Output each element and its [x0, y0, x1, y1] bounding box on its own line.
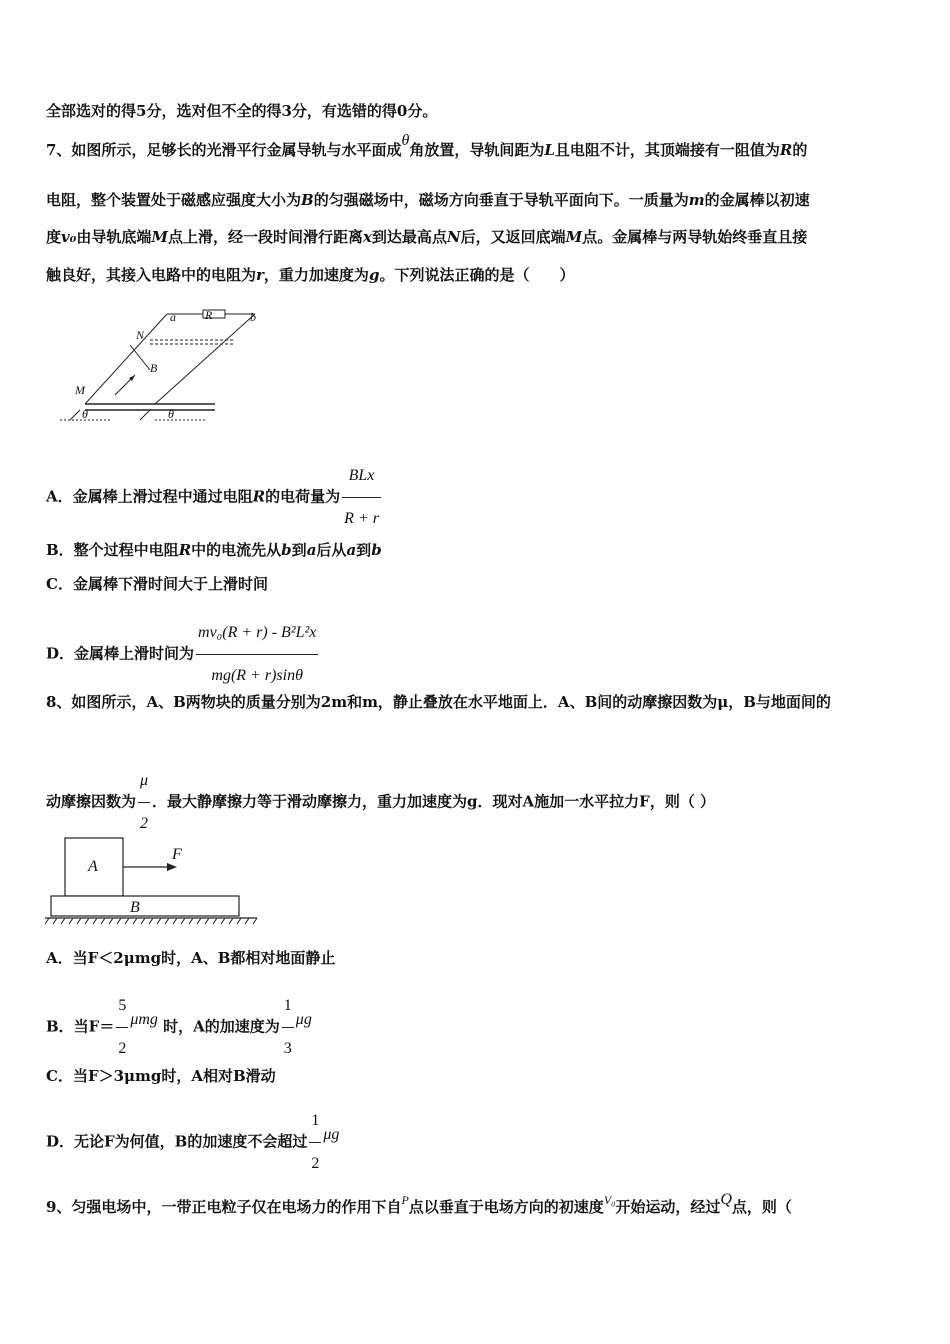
- q7-v0: v₀: [61, 228, 77, 246]
- q7-option-b: [46, 540, 382, 560]
- q7-l2c: 的金属棒以初速: [704, 191, 810, 209]
- q8-b-text2: 时，A的加速度为: [163, 1017, 280, 1036]
- q7-b-to1: 到: [291, 541, 307, 559]
- q8-b-f2-num: 1: [283, 997, 292, 1014]
- q9-l1d: 点，则（: [731, 1198, 792, 1216]
- q8-d-f-den: 2: [309, 1142, 321, 1185]
- q8-b-f2-tail: μg: [295, 1010, 312, 1028]
- q9-l1a: 9、匀强电场中，一带正电粒子仅在电场力的作用下自: [46, 1198, 402, 1216]
- q8-d-text: D．无论F为何值，B的加速度不会超过: [46, 1132, 308, 1151]
- intro-line: 全部选对的得5分，选对但不全的得3分，有选错的得0分。: [46, 102, 438, 120]
- q7-a-text2: 的电荷量为: [265, 487, 341, 506]
- q8-b-text: B．当F＝: [46, 1017, 115, 1036]
- q7-l4a: 触良好，其接入电路中的电阻为: [46, 266, 257, 284]
- q7-B: B: [301, 191, 314, 209]
- q8-option-c: C．当F＞3μmg时，A相对B滑动: [46, 1067, 276, 1085]
- q9-Q: Q: [720, 1191, 732, 1208]
- q7-a-fraction: [342, 455, 381, 540]
- q7-l3c: 点上滑，经一段时间滑行距离: [167, 228, 363, 246]
- q8-mu-den: 2: [138, 802, 150, 845]
- q7-option-a: [46, 455, 383, 540]
- q7-b-text3: 后从: [316, 541, 347, 559]
- q8-d-f-tail: μg: [323, 1125, 340, 1143]
- q7-b-b: b: [281, 541, 292, 559]
- q7-fig-b: b: [250, 310, 256, 324]
- q8-b-frac2: [282, 985, 294, 1070]
- q7-fig-theta1: θ: [82, 407, 88, 421]
- q7-m: m: [688, 191, 705, 209]
- q7-a-num: BLx: [348, 467, 375, 484]
- q7-b-R: R: [178, 541, 192, 559]
- q7-l1d: 的: [792, 141, 808, 159]
- q8-line1: 8、如图所示，A、B两物块的质量分别为2m和m，静止叠放在水平地面上．A、B间的动摩擦因数为μ，B与地面间的: [46, 693, 831, 711]
- q7-R: R: [779, 141, 793, 159]
- q7-M: M: [151, 228, 168, 246]
- q7-d-den: mg(R + r)sinθ: [196, 654, 318, 697]
- q7-d-fraction: [196, 612, 318, 697]
- q7-option-c: C．金属棒下滑时间大于上滑时间: [46, 575, 268, 593]
- q7-fig-N: N: [136, 328, 145, 342]
- q8-b-f1-den: 2: [116, 1027, 128, 1070]
- q7-b-b2: b: [371, 541, 382, 559]
- q8-option-b: [46, 985, 312, 1070]
- q9-P: P: [401, 1193, 409, 1207]
- q7-fig-B: B: [150, 361, 158, 375]
- q7-b-text: B．整个过程中电阻: [46, 541, 179, 559]
- q7-l2a: 电阻，整个装置处于磁感应强度大小为: [46, 191, 302, 209]
- q8-figure-blocks: [45, 832, 265, 932]
- q8-fig-B: B: [130, 899, 140, 916]
- q9-line1: [46, 1191, 792, 1218]
- q7-a-R: R: [252, 487, 266, 506]
- q7-a-text: A．金属棒上滑过程中通过电阻: [46, 487, 253, 506]
- q7-N: N: [446, 228, 461, 246]
- q7-b-a: a: [306, 541, 317, 559]
- q7-line1: [46, 132, 808, 161]
- q8-fig-A: A: [88, 858, 98, 875]
- q8-b-f2-den: 3: [282, 1027, 294, 1070]
- q7-g: g: [368, 266, 380, 284]
- q7-l4c: 。下列说法正确的是（ ）: [379, 266, 575, 284]
- q7-line4: [46, 265, 574, 285]
- q7-b-a2: a: [346, 541, 357, 559]
- q8-option-a: A．当F＜2μmg时，A、B都相对地面静止: [46, 949, 336, 967]
- q7-l3d: 到达最高点: [371, 228, 447, 246]
- q7-r: r: [256, 266, 264, 284]
- q7-l1c: 且电阻不计，其顶端接有一阻值为: [554, 141, 780, 159]
- q9-v0: V₀: [603, 1193, 616, 1207]
- q7-M2: M: [565, 228, 583, 246]
- q8-d-frac: [309, 1100, 321, 1185]
- q7-line3: [46, 227, 807, 247]
- q7-d-text: D．金属棒上滑时间为: [46, 644, 195, 663]
- q8-d-f-num: 1: [311, 1112, 320, 1129]
- q7-l3f: 点。金属棒与两导轨始终垂直且接: [582, 228, 808, 246]
- q7-line2: [46, 190, 810, 210]
- q7-l4b: ，重力加速度为: [263, 266, 369, 284]
- q7-a-den: R + r: [342, 497, 381, 540]
- q8-b-f1-num: 5: [118, 997, 127, 1014]
- q7-theta: θ: [401, 132, 410, 149]
- q8-l2a: 动摩擦因数为: [46, 792, 137, 811]
- q7-fig-M: M: [75, 383, 85, 397]
- q7-x: x: [362, 228, 372, 246]
- q7-l2b: 的匀强磁场中，磁场方向垂直于导轨平面向下。一质量为: [313, 191, 689, 209]
- q8-mu-num: μ: [140, 772, 149, 789]
- q7-option-d: [46, 612, 320, 697]
- q7-fig-a: a: [170, 310, 176, 324]
- q8-fig-F: F: [172, 846, 182, 863]
- q9-l1b: 点以垂直于电场方向的初速度: [408, 1198, 604, 1216]
- q7-d-num: mv₀(R + r) - B²L²x: [198, 624, 317, 641]
- q7-l3b: 由导轨底端: [76, 228, 152, 246]
- q8-b-f1-tail: μmg: [130, 1010, 158, 1028]
- q7-L: L: [544, 141, 555, 159]
- q8-option-d: [46, 1100, 339, 1185]
- q7-l1a: 7、如图所示，足够长的光滑平行金属导轨与水平面成: [46, 141, 402, 159]
- q7-b-text2: 中的电流先从: [191, 541, 282, 559]
- q7-fig-theta2: θ: [168, 407, 174, 421]
- q7-l1b: 角放置，导轨间距为: [409, 141, 545, 159]
- q8-b-frac1: [116, 985, 128, 1070]
- q9-l1c: 开始运动，经过: [615, 1198, 721, 1216]
- q7-l3e: 后，又返回底端: [460, 228, 566, 246]
- q7-b-to2: 到: [356, 541, 372, 559]
- q7-l3a: 度: [46, 228, 62, 246]
- q7-fig-R: R: [205, 308, 213, 322]
- q8-ground-hatch: [45, 918, 265, 928]
- q8-l2b: ．最大静摩擦力等于滑动摩擦力，重力加速度为g．现对A施加一水平拉力F，则（ ）: [152, 792, 716, 811]
